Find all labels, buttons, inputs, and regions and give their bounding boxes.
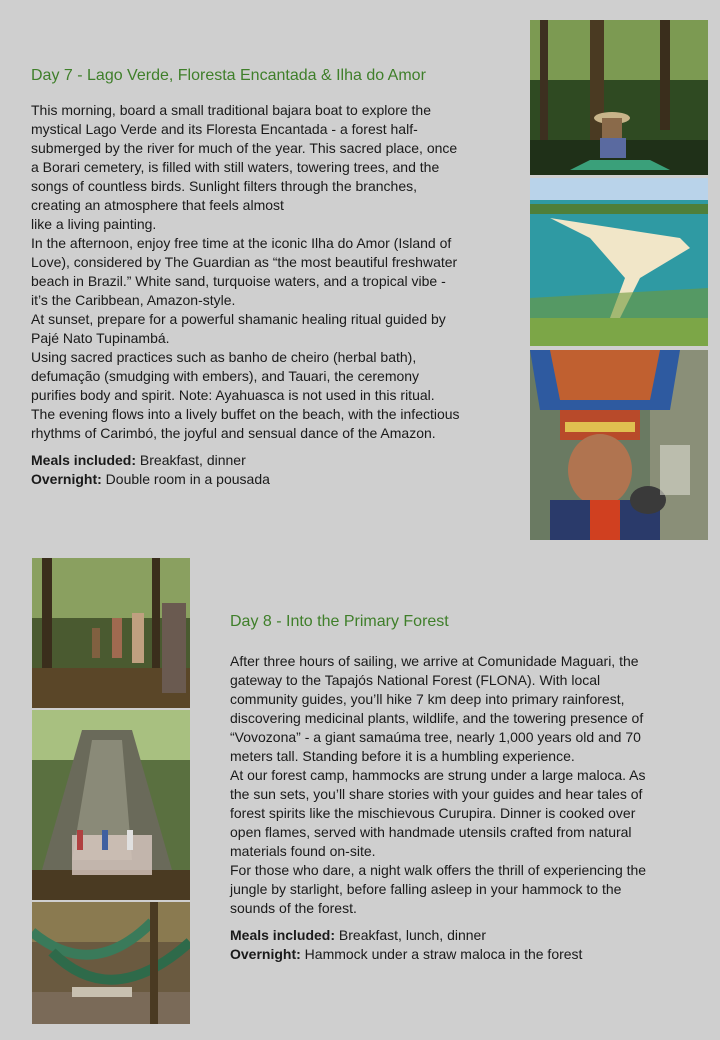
photo-canoe-flooded-forest bbox=[530, 20, 708, 175]
day8-line: the sun sets, you’ll share stories with your guides and hear tales of bbox=[230, 786, 643, 802]
photo-shaman-ritual bbox=[530, 350, 708, 540]
day8-line: jungle by starlight, before falling asleep in your hammock to the bbox=[230, 881, 622, 897]
day8-line: community guides, you’ll hike 7 km deep into primary rainforest, bbox=[230, 691, 625, 707]
day7-body bbox=[31, 101, 521, 443]
meals-label: Meals included: bbox=[230, 927, 336, 943]
meals-value: Breakfast, lunch, dinner bbox=[335, 927, 487, 943]
photo-hammocks-maloca bbox=[32, 902, 190, 1024]
meals-value: Breakfast, dinner bbox=[136, 452, 246, 468]
day7-overnight-line bbox=[31, 470, 521, 489]
day7-line: it’s the Caribbean, Amazon-style. bbox=[31, 292, 236, 308]
day8-line: After three hours of sailing, we arrive at Comunidade Maguari, the bbox=[230, 653, 639, 669]
overnight-value: Hammock under a straw maloca in the forest bbox=[300, 946, 583, 962]
day7-meals bbox=[31, 451, 521, 489]
day8-meals bbox=[230, 926, 700, 964]
day7-line: Using sacred practices such as banho de cheiro (herbal bath), bbox=[31, 349, 417, 365]
day7-line: Pajé Nato Tupinambá. bbox=[31, 330, 170, 346]
day7-line: songs of countless birds. Sunlight filters through the branches, bbox=[31, 178, 417, 194]
day8-line: gateway to the Tapajós National Forest (FLONA). With local bbox=[230, 672, 601, 688]
day7-line: submerged by the river for much of the year. This sacred place, once bbox=[31, 140, 458, 156]
day7-line: defumação (smudging with embers), and Tauari, the ceremony bbox=[31, 368, 420, 384]
photo-ilha-do-amor-aerial bbox=[530, 178, 708, 346]
day7-line: rhythms of Carimbó, the joyful and sensual dance of the Amazon. bbox=[31, 425, 436, 441]
day8-line: For those who dare, a night walk offers the thrill of experiencing the bbox=[230, 862, 647, 878]
day8-line: At our forest camp, hammocks are strung under a large maloca. As bbox=[230, 767, 646, 783]
day8-line: meters tall. Standing before it is a humbling experience. bbox=[230, 748, 575, 764]
day7-line: At sunset, prepare for a powerful shamanic healing ritual guided by bbox=[31, 311, 446, 327]
day8-line: sounds of the forest. bbox=[230, 900, 357, 916]
day7-meals-line bbox=[31, 451, 521, 470]
day8-line: “Vovozona” - a giant samaúma tree, nearly 1,000 years old and 70 bbox=[230, 729, 641, 745]
day8-line: discovering medicinal plants, wildlife, and the towering presence of bbox=[230, 710, 644, 726]
day8-section bbox=[230, 613, 700, 964]
day7-title: Day 7 - Lago Verde, Floresta Encantada & Ilha do Amor bbox=[31, 67, 426, 84]
day8-line: open flames, served with handmade utensils crafted from natural bbox=[230, 824, 632, 840]
overnight-label: Overnight: bbox=[230, 946, 301, 962]
overnight-label: Overnight: bbox=[31, 471, 102, 487]
photo-samauma-tree-group bbox=[32, 710, 190, 900]
day7-line: mystical Lago Verde and its Floresta Encantada - a forest half- bbox=[31, 121, 418, 137]
day8-line: forest spirits like the mischievous Curupira. Dinner is cooked over bbox=[230, 805, 636, 821]
day7-section bbox=[31, 67, 521, 489]
day7-line: purifies body and spirit. Note: Ayahuasca is not used in this ritual. bbox=[31, 387, 435, 403]
day7-line: a Borari cemetery, is filled with still waters, towering trees, and the bbox=[31, 159, 440, 175]
day8-title: Day 8 - Into the Primary Forest bbox=[230, 613, 449, 630]
meals-label: Meals included: bbox=[31, 452, 137, 468]
day7-line: In the afternoon, enjoy free time at the iconic Ilha do Amor (Island of bbox=[31, 235, 452, 251]
day7-line: Love), considered by The Guardian as “the most beautiful freshwater bbox=[31, 254, 458, 270]
day7-line: The evening flows into a lively buffet on the beach, with the infectious bbox=[31, 406, 460, 422]
day7-line: like a living painting. bbox=[31, 216, 157, 232]
day7-line: creating an atmosphere that feels almost bbox=[31, 197, 284, 213]
day7-line: beach in Brazil.” White sand, turquoise waters, and a tropical vibe - bbox=[31, 273, 446, 289]
day8-overnight-line bbox=[230, 945, 700, 964]
day8-body bbox=[230, 652, 700, 918]
day8-line: materials found on-site. bbox=[230, 843, 376, 859]
day8-meals-line bbox=[230, 926, 700, 945]
overnight-value: Double room in a pousada bbox=[101, 471, 270, 487]
photo-forest-hike bbox=[32, 558, 190, 708]
day7-line: This morning, board a small traditional bajara boat to explore the bbox=[31, 102, 431, 118]
